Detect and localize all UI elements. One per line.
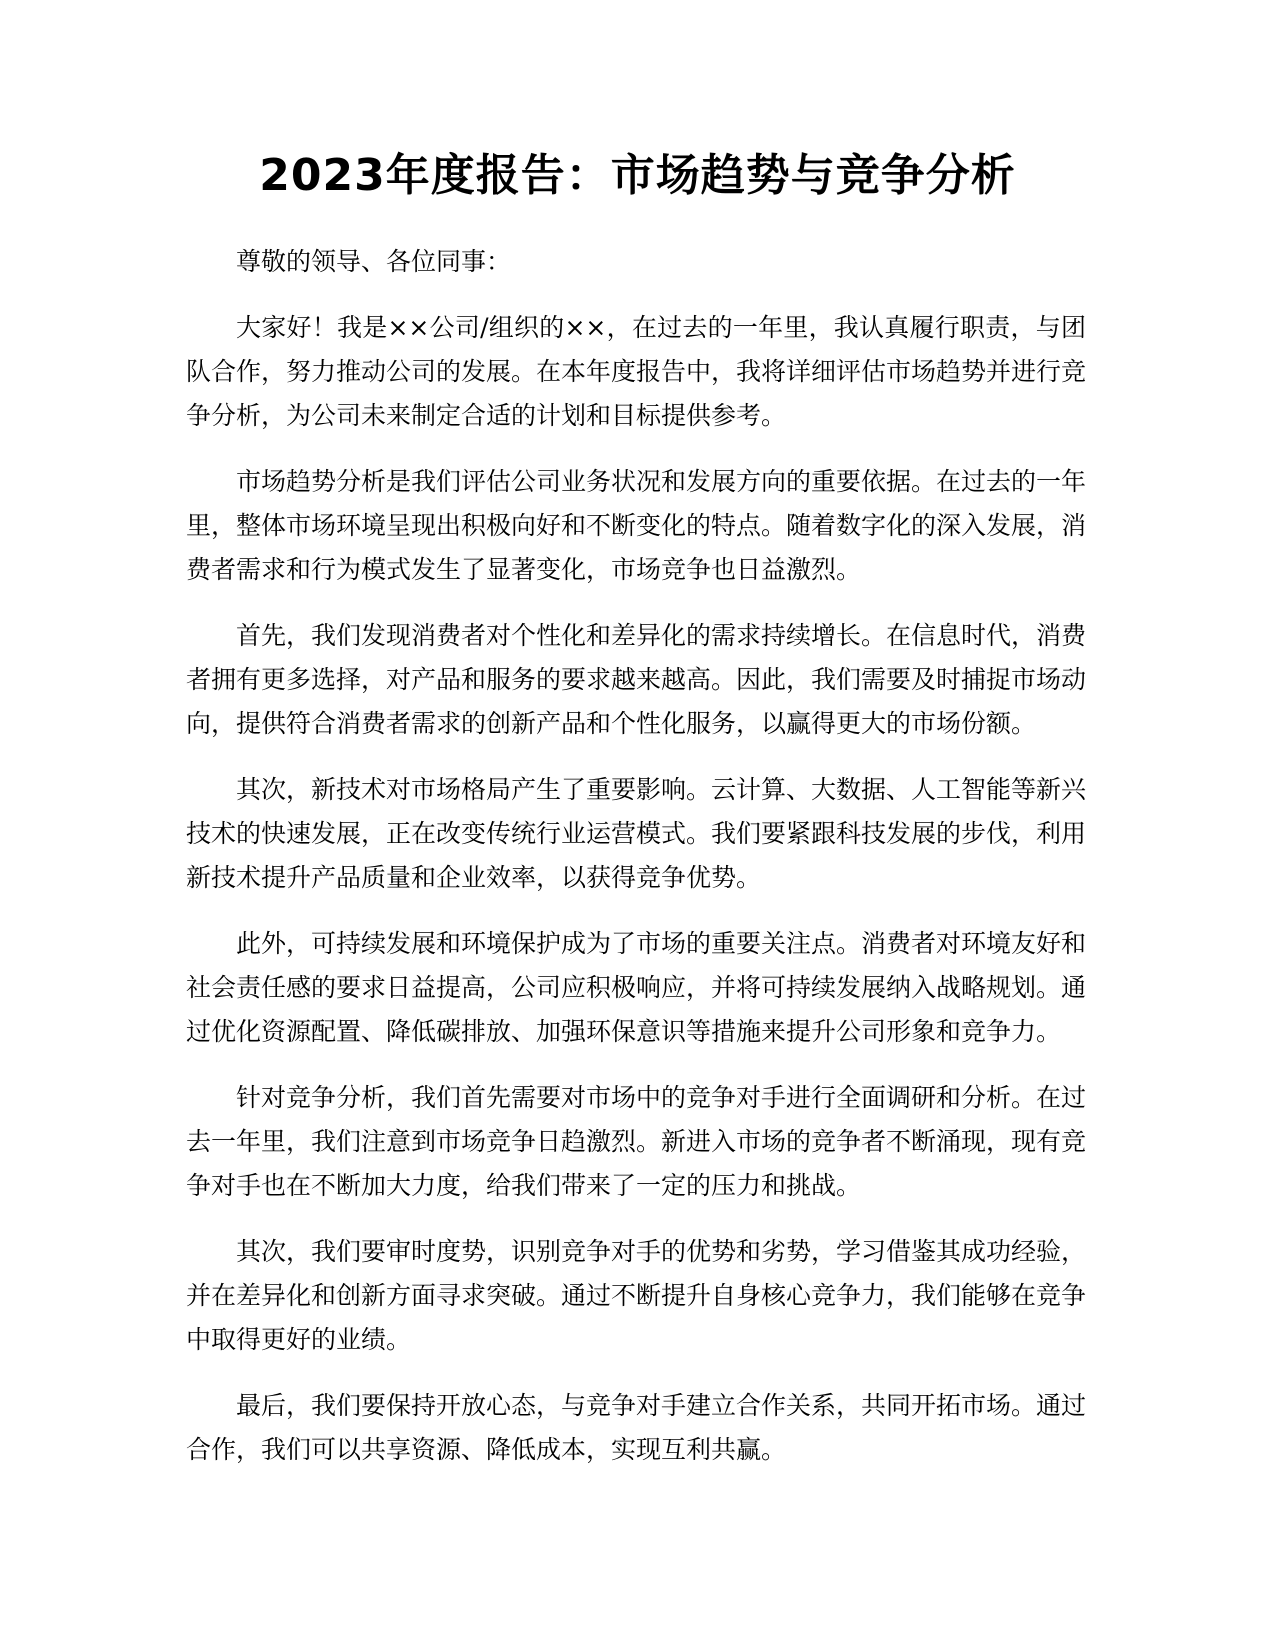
strengths-paragraph: 其次，我们要审时度势，识别竞争对手的优势和劣势，学习借鉴其成功经验，并在差异化和创新方面寻求突破。通过不断提升自身核心竞争力，我们能够在竞争中取得更好的业绩。 [186,1237,1087,1354]
salutation-paragraph: 尊敬的领导、各位同事： [236,247,512,276]
technology-paragraph: 其次，新技术对市场格局产生了重要影响。云计算、大数据、人工智能等新兴技术的快速发展，正在改变传统行业运营模式。我们要紧跟科技发展的步伐，利用新技术提升产品质量和企业效率，以获得竞争优势。 [186,775,1087,892]
document-body [186,240,1086,1494]
market-trend-paragraph: 市场趋势分析是我们评估公司业务状况和发展方向的重要依据。在过去的一年里，整体市场环境呈现出积极向好和不断变化的特点。随着数字化的深入发展，消费者需求和行为模式发生了显著变化，市场竞争也日益激烈。 [186,467,1087,584]
sustainability-paragraph: 此外，可持续发展和环境保护成为了市场的重要关注点。消费者对环境友好和社会责任感的要求日益提高，公司应积极响应，并将可持续发展纳入战略规划。通过优化资源配置、降低碳排放、加强环保意识等措施来提升公司形象和竞争力。 [186,929,1087,1046]
cooperation-paragraph: 最后，我们要保持开放心态，与竞争对手建立合作关系，共同开拓市场。通过合作，我们可以共享资源、降低成本，实现互利共赢。 [186,1391,1087,1464]
document-title: 2023年度报告：市场趋势与竞争分析 [259,150,1016,201]
competition-paragraph: 针对竞争分析，我们首先需要对市场中的竞争对手进行全面调研和分析。在过去一年里，我们注意到市场竞争日趋激烈。新进入市场的竞争者不断涌现，现有竞争对手也在不断加大力度，给我们带来了一定的压力和挑战。 [186,1083,1087,1200]
intro-paragraph: 大家好！我是××公司/组织的××，在过去的一年里，我认真履行职责，与团队合作，努力推动公司的发展。在本年度报告中，我将详细评估市场趋势并进行竞争分析，为公司未来制定合适的计划和目标提供参考。 [186,313,1087,430]
personalization-paragraph: 首先，我们发现消费者对个性化和差异化的需求持续增长。在信息时代，消费者拥有更多选择，对产品和服务的要求越来越高。因此，我们需要及时捕捉市场动向，提供符合消费者需求的创新产品和个性化服务，以赢得更大的市场份额。 [186,621,1087,738]
